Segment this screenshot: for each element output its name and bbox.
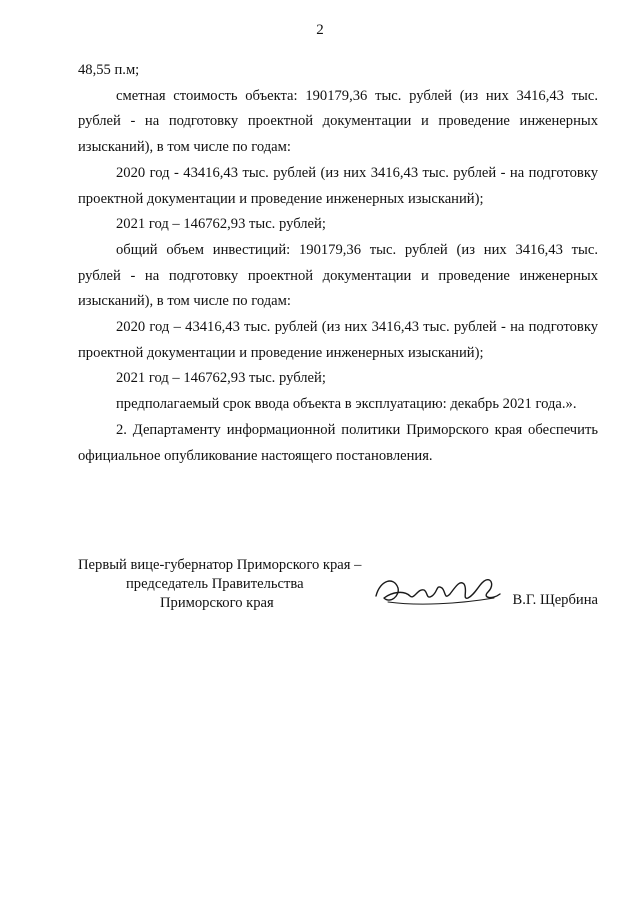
signatory-name: В.Г. Щербина [512,592,598,608]
document-body [78,58,598,469]
paragraph-9: 2. Департаменту информационной политики Приморского края обеспечить официальное опубликование настоящего постановления. [78,421,598,464]
signatory-title-line-2: председатель Правительства [126,576,304,592]
paragraph-1: 48,55 п.м; [78,62,140,78]
paragraph-4: 2021 год – 146762,93 тыс. рублей; [116,216,326,233]
paragraph-2: сметная стоимость объекта: 190179,36 тыс. рублей (из них 3416,43 тыс. рублей - на подготовку проектной документации и проведение инженерных изысканий), в том числе по годам: [78,87,598,156]
paragraph-6: 2020 год – 43416,43 тыс. рублей (из них 3416,43 тыс. рублей - на подготовку проектной документации и проведение инженерных изысканий); [78,319,598,361]
page-number: 2 [316,22,324,38]
paragraph-3: 2020 год - 43416,43 тыс. рублей (из них 3416,43 тыс. рублей - на подготовку проектной документации и проведение инженерных изысканий); [78,164,598,207]
signatory-title-line-3: Приморского края [160,595,274,611]
signatory-title-line-1: Первый вице-губернатор Приморского края – [78,557,362,573]
signature-block [78,556,598,626]
paragraph-8: предполагаемый срок ввода объекта в эксплуатацию: декабрь 2021 года.». [116,396,577,413]
paragraph-5: общий объем инвестиций: 190179,36 тыс. рублей (из них 3416,43 тыс. рублей - на подготовку проектной документации и проведение инженерных изысканий), в том числе по годам: [78,241,598,310]
paragraph-7: 2021 год – 146762,93 тыс. рублей; [116,370,326,387]
handwritten-signature-icon [368,566,508,616]
